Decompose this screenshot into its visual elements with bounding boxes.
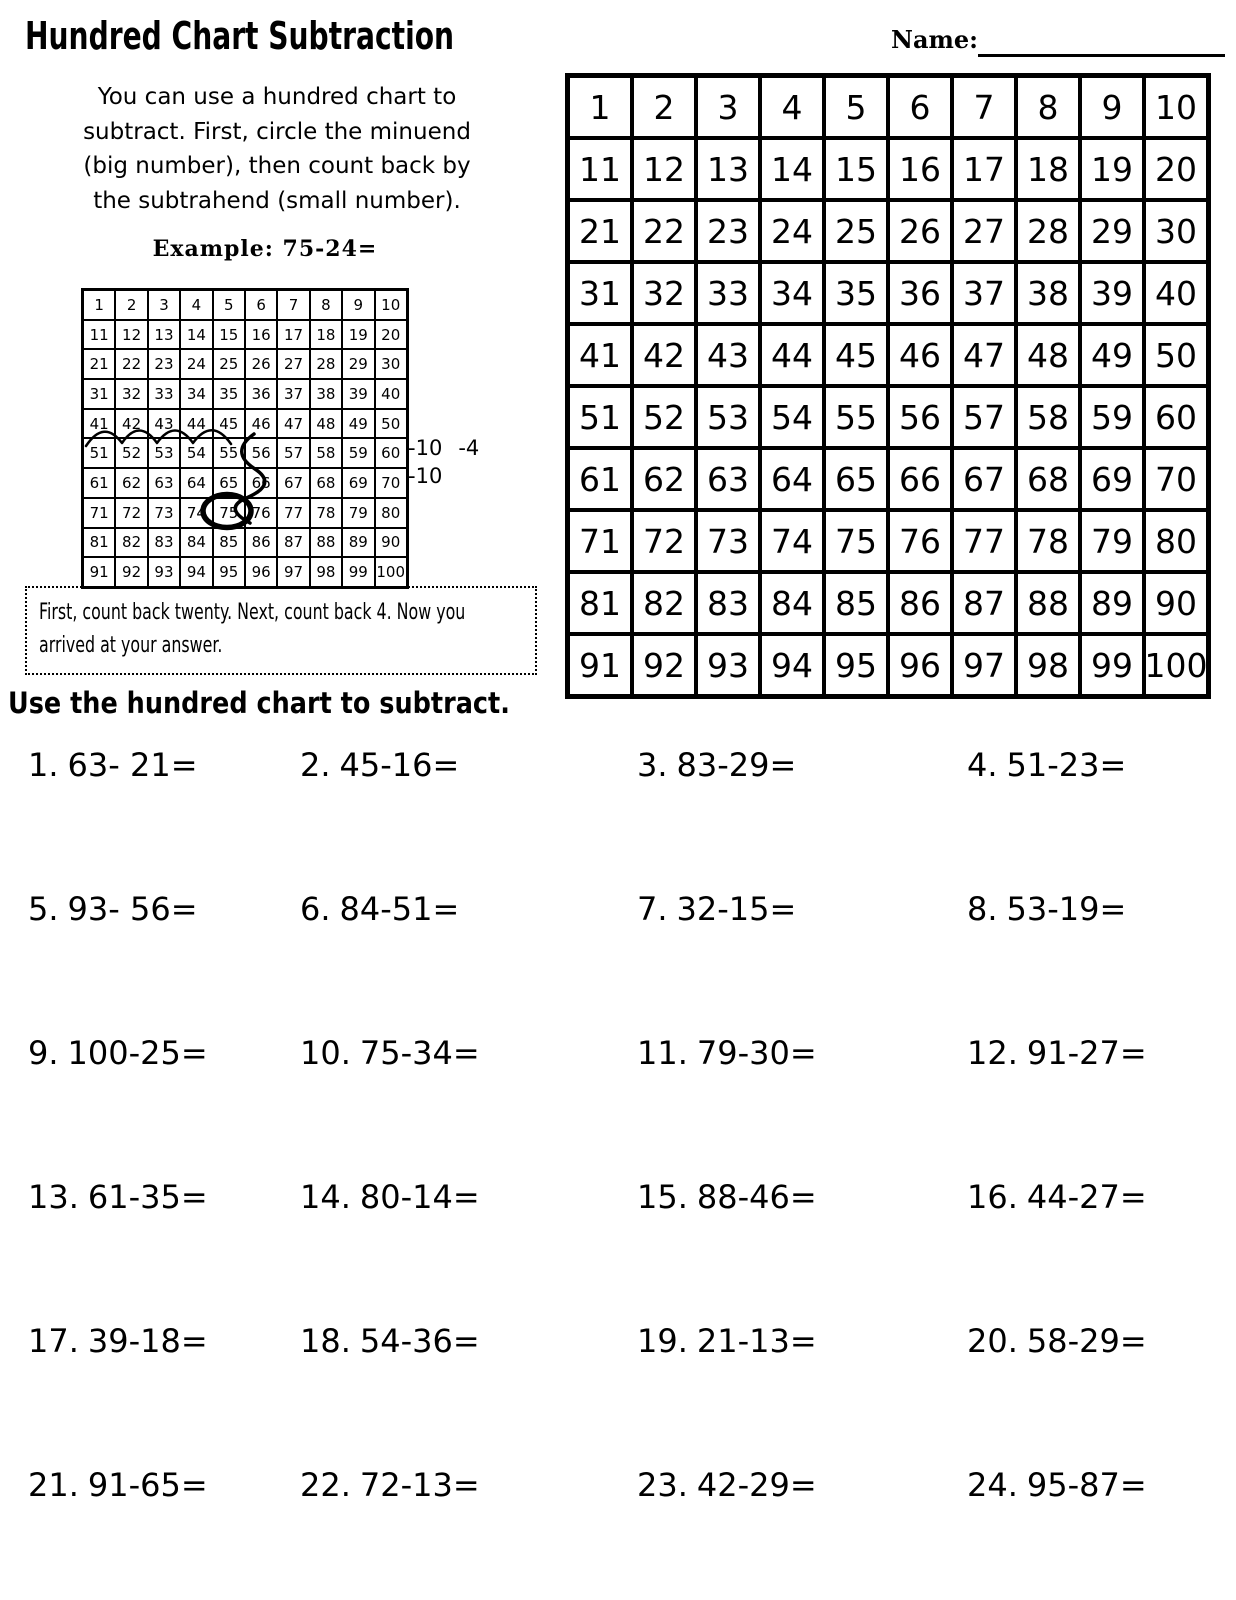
annotation-minus10 [408,464,442,488]
problem-expression: 45-16= [339,746,460,784]
chart-cell-26: 26 [245,349,277,379]
chart-cell-92: 92 [115,557,147,587]
chart-cell-32: 32 [632,262,696,324]
chart-cell-35: 35 [213,379,245,409]
chart-cell-23: 23 [148,349,180,379]
chart-cell-41: 41 [83,409,115,439]
chart-cell-17: 17 [952,138,1016,200]
chart-cell-65: 65 [824,448,888,510]
chart-cell-68: 68 [1016,448,1080,510]
hundred-chart [565,73,1211,699]
problem-number: 24. [967,1466,1018,1504]
chart-cell-54: 54 [760,386,824,448]
chart-cell-76: 76 [888,510,952,572]
problem-11 [637,1034,967,1072]
problem-expression: 91-27= [1026,1034,1147,1072]
chart-cell-43: 43 [696,324,760,386]
chart-cell-83: 83 [148,528,180,558]
chart-cell-46: 46 [245,409,277,439]
chart-cell-75: 75 [213,498,245,528]
chart-cell-78: 78 [310,498,342,528]
chart-cell-33: 33 [148,379,180,409]
instructions-line: (big number), then count back by [83,153,471,179]
problem-number: 23. [637,1466,688,1504]
chart-cell-70: 70 [375,468,407,498]
chart-cell-92: 92 [632,634,696,696]
chart-cell-51: 51 [568,386,632,448]
annotation-tens-jump-2: -10 [408,464,443,488]
problem-18 [300,1322,637,1360]
chart-cell-74: 74 [760,510,824,572]
chart-cell-46: 46 [888,324,952,386]
problem-expression: 84-51= [339,890,460,928]
chart-cell-67: 67 [277,468,309,498]
problem-16 [967,1178,1236,1216]
chart-cell-44: 44 [180,409,212,439]
chart-cell-20: 20 [1144,138,1208,200]
chart-cell-11: 11 [83,320,115,350]
name-field [891,22,1225,57]
annotation-ones-jump: -4 [458,436,480,460]
chart-cell-5: 5 [824,76,888,138]
chart-cell-95: 95 [213,557,245,587]
chart-cell-16: 16 [888,138,952,200]
problem-10 [300,1034,637,1072]
chart-cell-7: 7 [952,76,1016,138]
chart-cell-91: 91 [568,634,632,696]
chart-cell-3: 3 [696,76,760,138]
problem-22 [300,1466,637,1504]
chart-cell-71: 71 [568,510,632,572]
chart-cell-5: 5 [213,290,245,320]
problem-number: 10. [300,1034,351,1072]
chart-cell-76: 76 [245,498,277,528]
instructions-text [28,80,526,218]
chart-cell-99: 99 [342,557,374,587]
problem-23 [637,1466,967,1504]
chart-cell-67: 67 [952,448,1016,510]
chart-cell-26: 26 [888,200,952,262]
chart-cell-18: 18 [1016,138,1080,200]
problem-24 [967,1466,1236,1504]
chart-cell-86: 86 [245,528,277,558]
chart-cell-36: 36 [245,379,277,409]
chart-cell-21: 21 [83,349,115,379]
chart-cell-15: 15 [824,138,888,200]
problem-expression: 51-23= [1006,746,1127,784]
chart-cell-3: 3 [148,290,180,320]
chart-cell-21: 21 [568,200,632,262]
chart-cell-30: 30 [375,349,407,379]
chart-cell-42: 42 [632,324,696,386]
chart-cell-100: 100 [375,557,407,587]
chart-cell-43: 43 [148,409,180,439]
chart-cell-36: 36 [888,262,952,324]
instructions-line: subtract. First, circle the minuend [83,118,471,145]
chart-cell-47: 47 [277,409,309,439]
annotation-tens-jump: -10 [408,436,443,460]
chart-cell-96: 96 [245,557,277,587]
problem-expression: 100-25= [67,1034,208,1072]
chart-cell-85: 85 [824,572,888,634]
instructions-line: You can use a hundred chart to [97,84,457,110]
problem-expression: 88-46= [696,1178,817,1216]
chart-cell-10: 10 [1144,76,1208,138]
problem-number: 3. [637,746,668,784]
chart-cell-24: 24 [180,349,212,379]
chart-cell-66: 66 [888,448,952,510]
problem-12 [967,1034,1236,1072]
problem-expression: 79-30= [696,1034,817,1072]
problem-expression: 44-27= [1026,1178,1147,1216]
chart-cell-14: 14 [180,320,212,350]
problem-number: 22. [300,1466,351,1504]
chart-cell-27: 27 [277,349,309,379]
chart-cell-53: 53 [696,386,760,448]
chart-cell-58: 58 [1016,386,1080,448]
example-label: Example: 75-24= [152,236,378,262]
chart-cell-97: 97 [952,634,1016,696]
chart-cell-75: 75 [824,510,888,572]
chart-cell-69: 69 [1080,448,1144,510]
chart-cell-64: 64 [760,448,824,510]
hint-line: arrived at your answer. [39,632,223,658]
chart-cell-40: 40 [375,379,407,409]
chart-cell-53: 53 [148,438,180,468]
chart-cell-100: 100 [1144,634,1208,696]
chart-cell-40: 40 [1144,262,1208,324]
chart-cell-73: 73 [696,510,760,572]
chart-cell-84: 84 [760,572,824,634]
chart-cell-9: 9 [1080,76,1144,138]
chart-cell-79: 79 [1080,510,1144,572]
chart-cell-6: 6 [888,76,952,138]
chart-cell-51: 51 [83,438,115,468]
chart-cell-25: 25 [213,349,245,379]
page-title: Hundred Chart Subtraction [25,14,455,58]
problem-number: 18. [300,1322,351,1360]
instructions-line: the subtrahend (small number). [93,187,461,214]
problem-expression: 54-36= [359,1322,480,1360]
chart-cell-11: 11 [568,138,632,200]
chart-cell-38: 38 [310,379,342,409]
chart-cell-4: 4 [180,290,212,320]
problem-6 [300,890,637,928]
problem-expression: 80-14= [359,1178,480,1216]
problem-number: 16. [967,1178,1018,1216]
chart-cell-88: 88 [1016,572,1080,634]
example-hundred-chart [81,288,409,589]
problem-number: 1. [28,746,59,784]
problem-expression: 42-29= [696,1466,817,1504]
chart-cell-17: 17 [277,320,309,350]
problem-number: 21. [28,1466,79,1504]
chart-cell-68: 68 [310,468,342,498]
problem-8 [967,890,1236,928]
problem-expression: 58-29= [1026,1322,1147,1360]
chart-cell-13: 13 [696,138,760,200]
problem-expression: 75-34= [359,1034,480,1072]
chart-cell-88: 88 [310,528,342,558]
chart-cell-19: 19 [1080,138,1144,200]
chart-cell-16: 16 [245,320,277,350]
chart-cell-56: 56 [888,386,952,448]
chart-cell-39: 39 [1080,262,1144,324]
chart-cell-93: 93 [148,557,180,587]
chart-cell-59: 59 [342,438,374,468]
chart-cell-24: 24 [760,200,824,262]
chart-cell-9: 9 [342,290,374,320]
chart-cell-28: 28 [1016,200,1080,262]
chart-cell-14: 14 [760,138,824,200]
chart-cell-31: 31 [568,262,632,324]
chart-cell-37: 37 [277,379,309,409]
chart-cell-77: 77 [277,498,309,528]
problems-grid [0,746,1236,1600]
chart-cell-50: 50 [1144,324,1208,386]
chart-cell-4: 4 [760,76,824,138]
problem-expression: 21-13= [696,1322,817,1360]
chart-cell-58: 58 [310,438,342,468]
chart-cell-12: 12 [115,320,147,350]
problem-number: 20. [967,1322,1018,1360]
problem-13 [28,1178,300,1216]
problem-expression: 53-19= [1006,890,1127,928]
problem-expression: 93- 56= [67,890,198,928]
chart-cell-98: 98 [1016,634,1080,696]
chart-cell-63: 63 [696,448,760,510]
chart-cell-50: 50 [375,409,407,439]
chart-cell-22: 22 [115,349,147,379]
chart-cell-45: 45 [824,324,888,386]
chart-cell-48: 48 [1016,324,1080,386]
problem-expression: 95-87= [1026,1466,1147,1504]
problem-number: 8. [967,890,998,928]
chart-cell-62: 62 [115,468,147,498]
chart-cell-93: 93 [696,634,760,696]
chart-cell-70: 70 [1144,448,1208,510]
problem-number: 4. [967,746,998,784]
chart-cell-57: 57 [952,386,1016,448]
chart-cell-7: 7 [277,290,309,320]
chart-cell-57: 57 [277,438,309,468]
chart-cell-8: 8 [310,290,342,320]
chart-cell-52: 52 [632,386,696,448]
chart-cell-39: 39 [342,379,374,409]
problem-expression: 63- 21= [67,746,198,784]
problem-number: 14. [300,1178,351,1216]
problem-expression: 72-13= [359,1466,480,1504]
chart-cell-35: 35 [824,262,888,324]
chart-cell-13: 13 [148,320,180,350]
chart-cell-85: 85 [213,528,245,558]
chart-cell-33: 33 [696,262,760,324]
problem-1 [28,746,300,784]
chart-cell-82: 82 [115,528,147,558]
chart-cell-99: 99 [1080,634,1144,696]
chart-cell-61: 61 [568,448,632,510]
chart-cell-98: 98 [310,557,342,587]
problem-21 [28,1466,300,1504]
chart-cell-31: 31 [83,379,115,409]
name-label: Name: [891,25,979,54]
chart-cell-77: 77 [952,510,1016,572]
chart-cell-72: 72 [632,510,696,572]
problem-expression: 83-29= [676,746,797,784]
chart-cell-63: 63 [148,468,180,498]
chart-cell-42: 42 [115,409,147,439]
problem-expression: 91-65= [87,1466,208,1504]
chart-cell-32: 32 [115,379,147,409]
directions-text: Use the hundred chart to subtract. [8,686,510,720]
problem-5 [28,890,300,928]
chart-cell-73: 73 [148,498,180,528]
problem-number: 15. [637,1178,688,1216]
chart-cell-19: 19 [342,320,374,350]
chart-cell-55: 55 [213,438,245,468]
chart-cell-86: 86 [888,572,952,634]
chart-cell-30: 30 [1144,200,1208,262]
chart-cell-69: 69 [342,468,374,498]
chart-cell-82: 82 [632,572,696,634]
chart-cell-80: 80 [1144,510,1208,572]
chart-cell-29: 29 [1080,200,1144,262]
chart-cell-84: 84 [180,528,212,558]
problem-number: 11. [637,1034,688,1072]
problem-number: 7. [637,890,668,928]
chart-cell-45: 45 [213,409,245,439]
name-blank-line [978,22,1225,57]
chart-cell-1: 1 [83,290,115,320]
chart-cell-41: 41 [568,324,632,386]
problem-20 [967,1322,1236,1360]
chart-cell-49: 49 [342,409,374,439]
problem-15 [637,1178,967,1216]
chart-cell-2: 2 [115,290,147,320]
problem-expression: 32-15= [676,890,797,928]
problem-expression: 61-35= [87,1178,208,1216]
chart-cell-64: 64 [180,468,212,498]
chart-cell-90: 90 [1144,572,1208,634]
chart-cell-18: 18 [310,320,342,350]
chart-cell-29: 29 [342,349,374,379]
chart-cell-55: 55 [824,386,888,448]
chart-cell-74: 74 [180,498,212,528]
problem-2 [300,746,637,784]
chart-cell-62: 62 [632,448,696,510]
chart-cell-91: 91 [83,557,115,587]
problem-3 [637,746,967,784]
problem-9 [28,1034,300,1072]
chart-cell-47: 47 [952,324,1016,386]
chart-cell-90: 90 [375,528,407,558]
chart-cell-83: 83 [696,572,760,634]
chart-cell-1: 1 [568,76,632,138]
chart-cell-60: 60 [375,438,407,468]
problem-number: 5. [28,890,59,928]
chart-cell-22: 22 [632,200,696,262]
problem-number: 12. [967,1034,1018,1072]
problem-17 [28,1322,300,1360]
problem-number: 19. [637,1322,688,1360]
chart-cell-15: 15 [213,320,245,350]
chart-cell-94: 94 [760,634,824,696]
problem-14 [300,1178,637,1216]
chart-cell-95: 95 [824,634,888,696]
chart-cell-61: 61 [83,468,115,498]
chart-cell-54: 54 [180,438,212,468]
chart-cell-80: 80 [375,498,407,528]
chart-cell-34: 34 [760,262,824,324]
problem-expression: 39-18= [87,1322,208,1360]
problem-7 [637,890,967,928]
chart-cell-38: 38 [1016,262,1080,324]
chart-cell-34: 34 [180,379,212,409]
chart-cell-44: 44 [760,324,824,386]
chart-cell-25: 25 [824,200,888,262]
chart-cell-6: 6 [245,290,277,320]
chart-cell-10: 10 [375,290,407,320]
chart-cell-87: 87 [277,528,309,558]
problem-number: 2. [300,746,331,784]
chart-cell-48: 48 [310,409,342,439]
problem-number: 6. [300,890,331,928]
chart-cell-81: 81 [568,572,632,634]
annotation-minus10-minus4 [408,436,479,460]
chart-cell-27: 27 [952,200,1016,262]
problem-number: 17. [28,1322,79,1360]
chart-cell-49: 49 [1080,324,1144,386]
chart-cell-52: 52 [115,438,147,468]
chart-cell-59: 59 [1080,386,1144,448]
chart-cell-12: 12 [632,138,696,200]
chart-cell-71: 71 [83,498,115,528]
chart-cell-89: 89 [342,528,374,558]
chart-cell-94: 94 [180,557,212,587]
chart-cell-97: 97 [277,557,309,587]
chart-cell-37: 37 [952,262,1016,324]
chart-cell-79: 79 [342,498,374,528]
chart-cell-96: 96 [888,634,952,696]
chart-cell-89: 89 [1080,572,1144,634]
chart-cell-56: 56 [245,438,277,468]
chart-cell-60: 60 [1144,386,1208,448]
chart-cell-66: 66 [245,468,277,498]
problem-4 [967,746,1236,784]
hint-line: First, count back twenty. Next, count back 4. Now you [39,600,466,625]
problem-number: 13. [28,1178,79,1216]
chart-cell-23: 23 [696,200,760,262]
chart-cell-65: 65 [213,468,245,498]
hint-box [25,586,537,675]
problem-number: 9. [28,1034,59,1072]
chart-cell-20: 20 [375,320,407,350]
chart-cell-78: 78 [1016,510,1080,572]
chart-cell-28: 28 [310,349,342,379]
chart-cell-8: 8 [1016,76,1080,138]
chart-cell-72: 72 [115,498,147,528]
problem-19 [637,1322,967,1360]
chart-cell-81: 81 [83,528,115,558]
chart-cell-87: 87 [952,572,1016,634]
chart-cell-2: 2 [632,76,696,138]
